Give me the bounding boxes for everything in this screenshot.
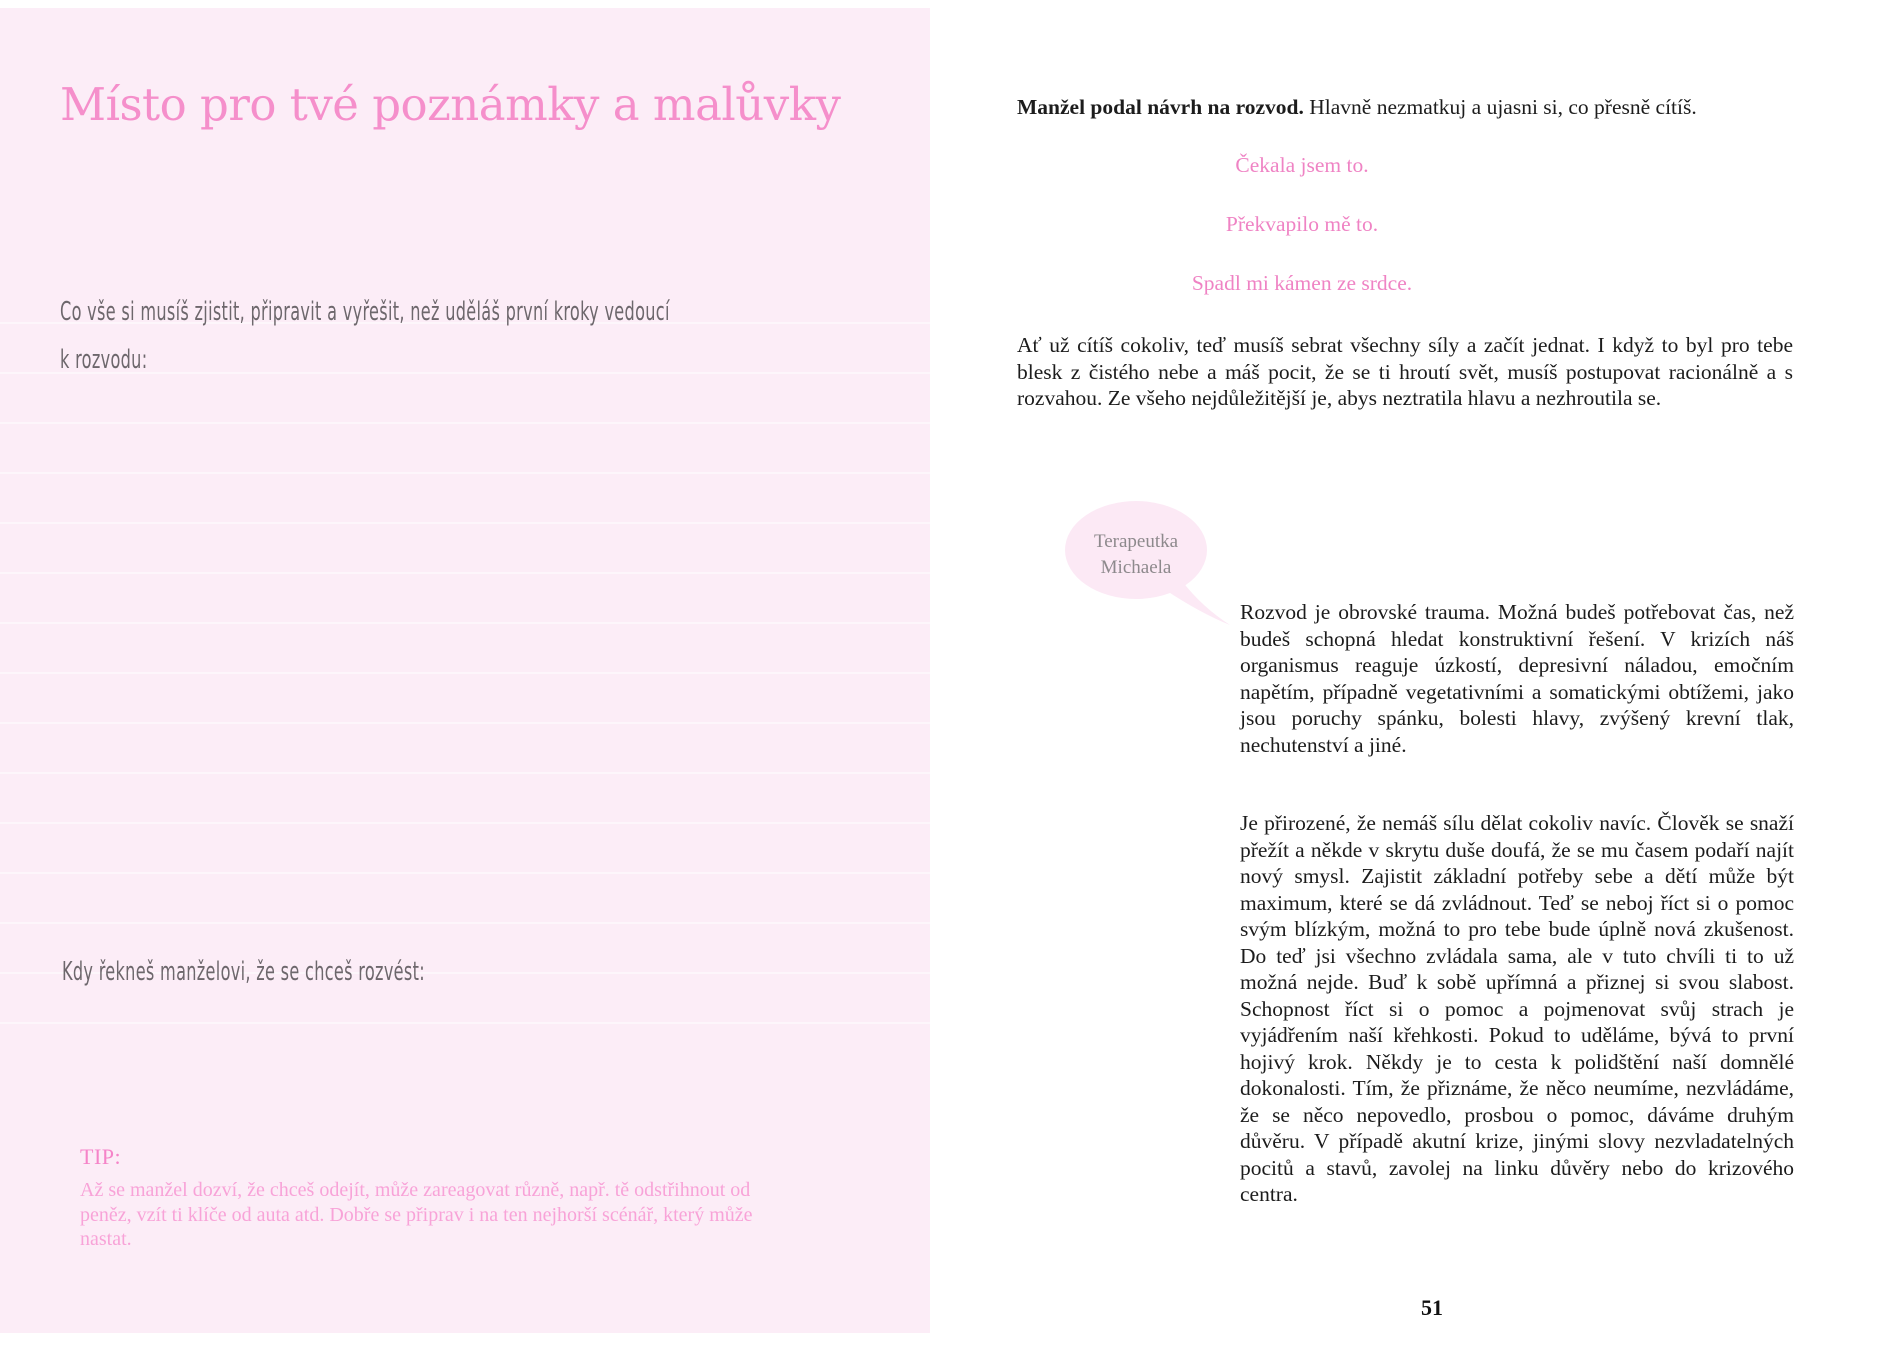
- feeling-option-3: Spadl mi kámen ze srdce.: [1191, 271, 1413, 295]
- therapist-text-column: [1240, 599, 1794, 1260]
- prompt-line: Co vše si musíš zjistit, připravit a vyřešit, než uděláš první kroky vedoucí: [60, 297, 670, 327]
- tip-label: TIP:: [80, 1144, 122, 1169]
- ruled-line: [0, 522, 930, 524]
- ruled-line: [0, 422, 930, 424]
- prompt-line: k rozvodu:: [60, 345, 148, 375]
- ruled-line: [0, 872, 930, 874]
- intro-rest: Hlavně nezmatkuj a ujasni si, co přesně cítíš.: [1303, 95, 1697, 119]
- prompt-line: Kdy řekneš manželovi, že se chceš rozvést:: [62, 957, 425, 987]
- feeling-options: [1017, 152, 1587, 329]
- ruled-line: [0, 572, 930, 574]
- ruled-line: [0, 922, 930, 924]
- ruled-line: [0, 622, 930, 624]
- speech-bubble-tail: [1164, 581, 1230, 625]
- notes-prompt-divorce-steps: [60, 288, 1043, 384]
- intro-paragraph: [1017, 94, 1697, 120]
- speech-bubble: [1060, 497, 1245, 637]
- left-page-title: Místo pro tvé poznámky a malůvky: [60, 78, 841, 131]
- right-page: [930, 0, 1890, 1359]
- feeling-option-2: Překvapilo mě to.: [1225, 212, 1379, 236]
- therapist-name-line2: Michaela: [1100, 557, 1172, 578]
- therapist-name-line1: Terapeutka: [1093, 531, 1179, 552]
- intro-bold-lead: Manžel podal návrh na rozvod.: [1017, 95, 1304, 119]
- ruled-line: [0, 822, 930, 824]
- feeling-option-1: Čekala jsem to.: [1235, 153, 1369, 177]
- left-page: [0, 8, 930, 1333]
- tip-text: Až se manžel dozví, že chceš odejít, může zareagovat různě, např. tě odstřihnout od peněz, vzít ti klíče od auta atd. Dobře se připrav i na ten nejhorší scénář, který může nastat.: [80, 1179, 753, 1250]
- ruled-line: [0, 472, 930, 474]
- ruled-line: [0, 772, 930, 774]
- ruled-line: [0, 1022, 930, 1024]
- notes-prompt-when-tell-husband: [62, 948, 647, 996]
- page-number: 51: [1421, 1295, 1443, 1320]
- therapist-paragraph-1: Rozvod je obrovské trauma. Možná budeš potřebovat čas, než budeš schopná hledat konstruktivní řešení. V krizích náš organismus reaguje úzkostí, depresivní náladou, emočním napětím, případně vegetativními a somatickými obtížemi, jako jsou poruchy spánku, bolesti hlavy, zvýšený krevní tlak, nechutenství a jiné.: [1240, 600, 1794, 757]
- advice-paragraph: Ať už cítíš cokoliv, teď musíš sebrat všechny síly a začít jednat. I když to byl pro tebe blesk z čistého nebe a máš pocit, že se ti hroutí svět, musíš postupovat racionálně a s rozvahou. Ze všeho nejdůležitější je, abys neztratila hlavu a nezhroutila se.: [1017, 333, 1793, 410]
- therapist-paragraph-2: Je přirozené, že nemáš sílu dělat cokoliv navíc. Člověk se snaží přežít a někde v skrytu duše doufá, že se mu časem podaří najít nový smysl. Zajistit základní potřeby sebe a dětí může být maximum, které se dá zvládnout. Teď se neboj říct si o pomoc svým blízkým, možná to pro tebe bude úplně nová zkušenost. Do teď jsi všechno zvládala sama, ale v tuto chvíli ti to už možná nejde. Buď k sobě upřímná a přiznej si svou slabost. Schopnost říct si o pomoc a pojmenovat svůj strach je vyjádřením naší křehkosti. Pokud to uděláme, bývá to první hojivý krok. Někdy je to cesta k polidštění naší domnělé dokonalosti. Tím, že přiznáme, že něco neumíme, nezvládáme, že se něco nepovedlo, prosbou o pomoc, dáváme druhým důvěru. V případě akutní krize, jinými slovy nezvladatelných pocitů a stavů, zavolej na linku důvěry nebo do krizového centra.: [1240, 811, 1794, 1206]
- ruled-line: [0, 722, 930, 724]
- ruled-line: [0, 672, 930, 674]
